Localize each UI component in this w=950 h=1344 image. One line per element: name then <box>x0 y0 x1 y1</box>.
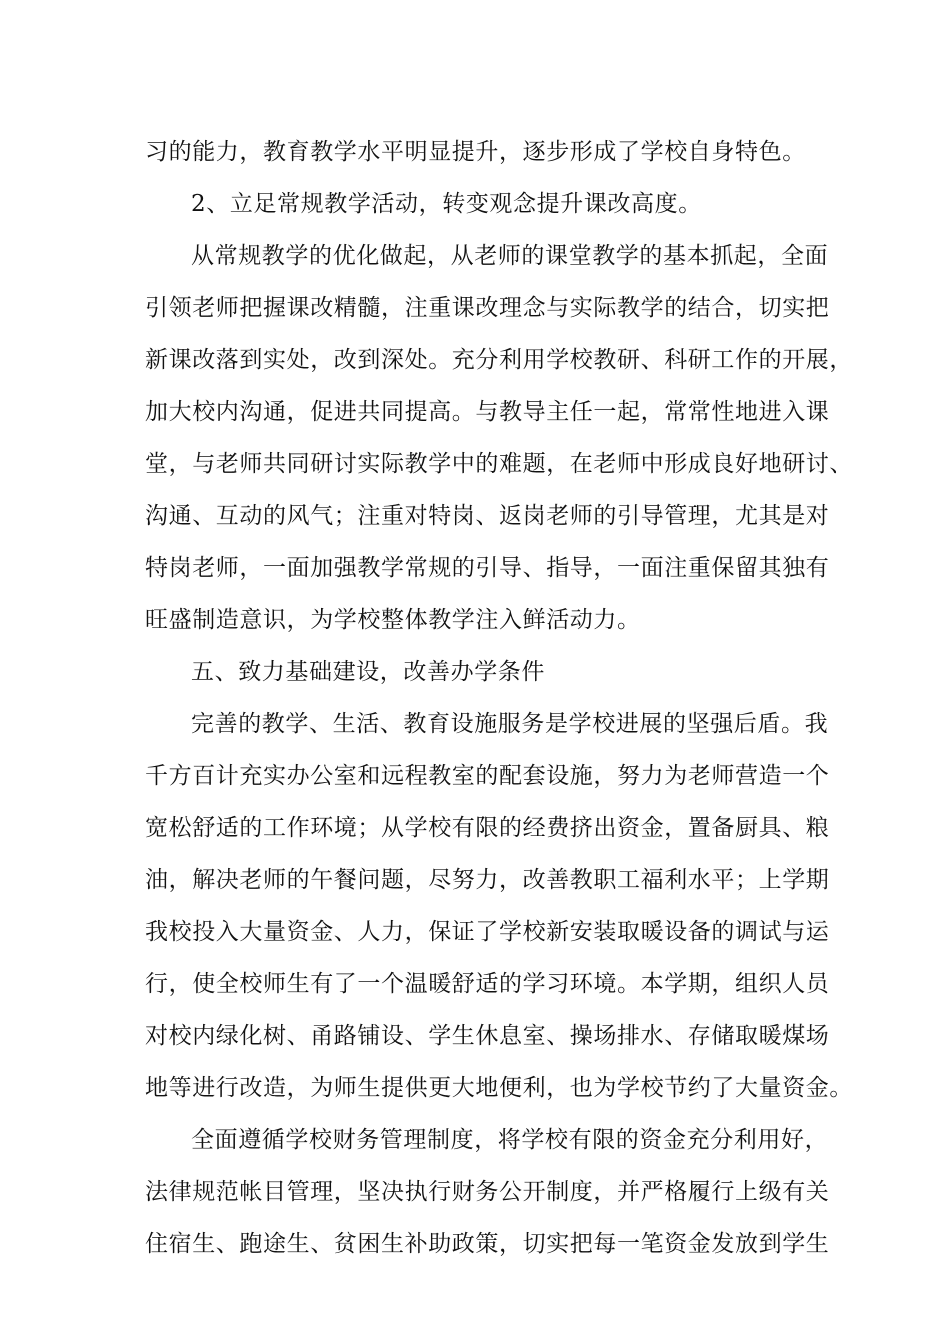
text-line: 引领老师把握课改精髓，注重课改理念与实际教学的结合，切实把 <box>145 295 830 321</box>
text-line: 千方百计充实办公室和远程教室的配套设施，努力为老师营造一个 <box>145 763 830 789</box>
text-line: 新课改落到实处，改到深处。充分利用学校教研、科研工作的开展， <box>145 347 853 373</box>
text-line: 地等进行改造，为师生提供更大地便利，也为学校节约了大量资金。 <box>145 1075 853 1101</box>
text-line: 我校投入大量资金、人力，保证了学校新安装取暖设备的调试与运 <box>145 919 830 945</box>
text-line: 油，解决老师的午餐问题，尽努力，改善教职工福利水平；上学期 <box>145 867 830 893</box>
body-text <box>145 126 853 1270</box>
section-heading: 2、立足常规教学活动，转变观念提升课改高度。 <box>191 191 702 217</box>
text-line: 特岗老师，一面加强教学常规的引导、指导，一面注重保留其独有 <box>145 555 830 581</box>
text-line: 住宿生、跑途生、贫困生补助政策，切实把每一笔资金发放到学生 <box>145 1231 830 1257</box>
paragraph-start: 从常规教学的优化做起，从老师的课堂教学的基本抓起，全面 <box>191 243 829 269</box>
text-line: 行，使全校师生有了一个温暖舒适的学习环境。本学期，组织人员 <box>145 971 830 997</box>
text-line: 宽松舒适的工作环境；从学校有限的经费挤出资金，置备厨具、粮 <box>145 815 830 841</box>
text-line: 沟通、互动的风气；注重对特岗、返岗老师的引导管理，尤其是对 <box>145 503 830 529</box>
text-line: 法律规范帐目管理，坚决执行财务公开制度，并严格履行上级有关 <box>145 1179 830 1205</box>
text-line: 加大校内沟通，促进共同提高。与教导主任一起，常常性地进入课 <box>145 399 830 425</box>
text-line: 旺盛制造意识，为学校整体教学注入鲜活动力。 <box>145 607 641 633</box>
section-heading: 五、致力基础建设，改善办学条件 <box>191 659 545 685</box>
paragraph-start: 完善的教学、生活、教育设施服务是学校进展的坚强后盾。我 <box>191 711 829 737</box>
paragraph-start: 全面遵循学校财务管理制度，将学校有限的资金充分利用好， <box>191 1127 829 1153</box>
text-line: 堂，与老师共同研讨实际教学中的难题，在老师中形成良好地研讨、 <box>145 451 853 477</box>
text-line: 习的能力，教育教学水平明显提升，逐步形成了学校自身特色。 <box>145 139 806 165</box>
text-line: 对校内绿化树、甬路铺设、学生休息室、操场排水、存储取暖煤场 <box>145 1023 830 1049</box>
